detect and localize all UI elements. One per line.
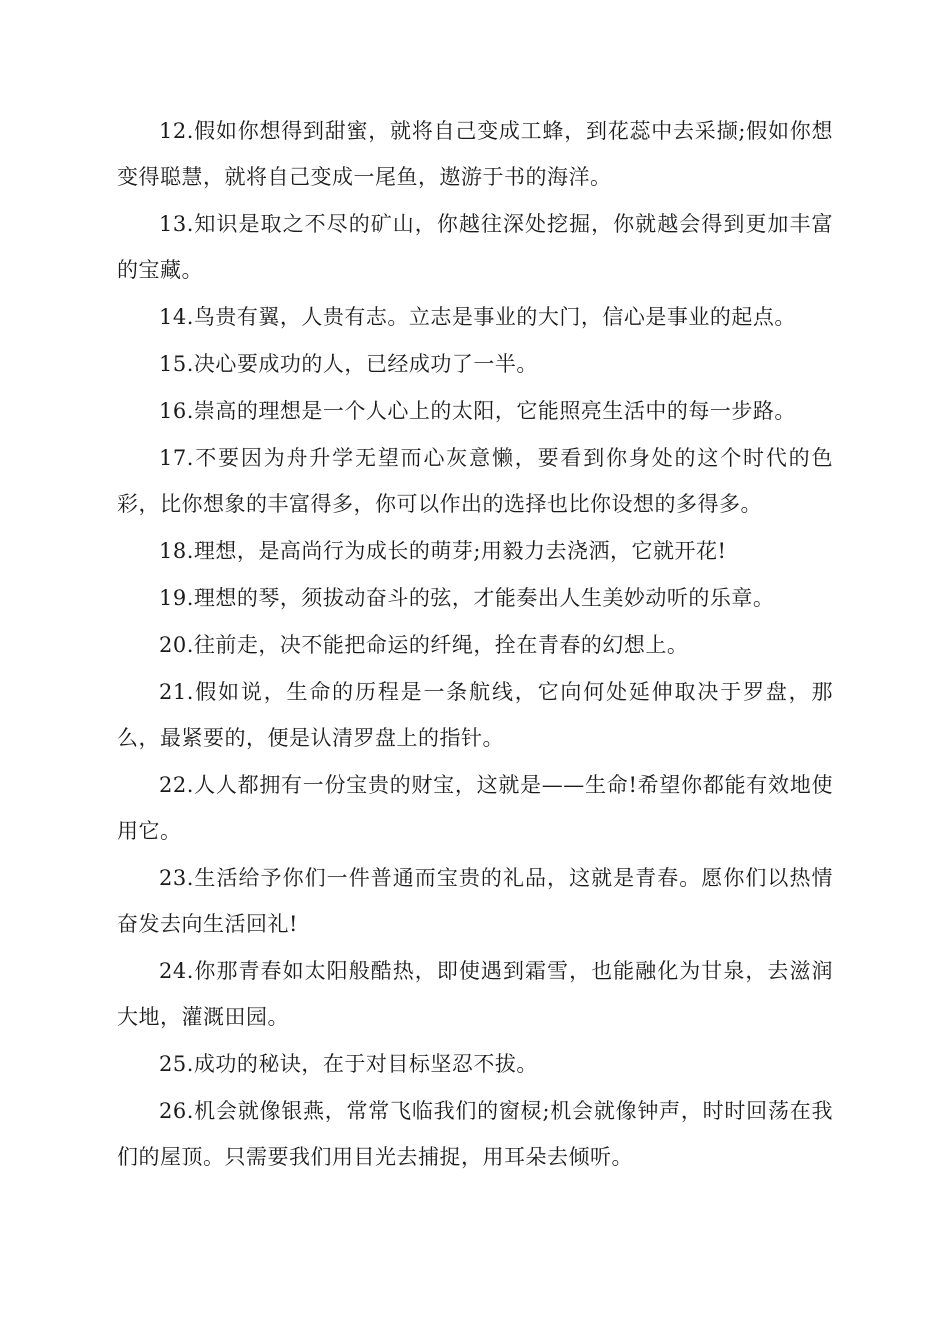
paragraph-15: 15.决心要成功的人，已经成功了一半。 bbox=[159, 352, 538, 376]
paragraph-23: 23.生活给予你们一件普通而宝贵的礼品，这就是青春。愿你们以热情奋发去向生活回礼! bbox=[117, 866, 833, 936]
paragraph-12: 12.假如你想得到甜蜜，就将自己变成工蜂，到花蕊中去采撷;假如你想变得聪慧，就将自己变成一尾鱼，遨游于书的海洋。 bbox=[117, 119, 833, 189]
paragraph-24: 24.你那青春如太阳般酷热，即使遇到霜雪，也能融化为甘泉，去滋润大地，灌溉田园。 bbox=[117, 959, 833, 1029]
paragraph-17: 17.不要因为舟升学无望而心灰意懒，要看到你身处的这个时代的色彩，比你想象的丰富得多，你可以作出的选择也比你设想的多得多。 bbox=[117, 446, 833, 516]
paragraph-18: 18.理想，是高尚行为成长的萌芽;用毅力去浇洒，它就开花! bbox=[159, 539, 727, 563]
paragraph-26: 26.机会就像银燕，常常飞临我们的窗棂;机会就像钟声，时时回荡在我们的屋顶。只需要我们用目光去捕捉，用耳朵去倾听。 bbox=[117, 1099, 833, 1169]
paragraph-21: 21.假如说，生命的历程是一条航线，它向何处延伸取决于罗盘，那么，最紧要的，便是认清罗盘上的指针。 bbox=[117, 680, 833, 750]
paragraph-22: 22.人人都拥有一份宝贵的财宝，这就是——生命!希望你都能有效地使用它。 bbox=[117, 773, 833, 843]
paragraph-20: 20.往前走，决不能把命运的纤绳，拴在青春的幻想上。 bbox=[159, 633, 689, 657]
paragraph-25: 25.成功的秘诀，在于对目标坚忍不拔。 bbox=[159, 1052, 538, 1076]
paragraph-19: 19.理想的琴，须拔动奋斗的弦，才能奏出人生美妙动听的乐章。 bbox=[159, 586, 775, 610]
paragraph-16: 16.崇高的理想是一个人心上的太阳，它能照亮生活中的每一步路。 bbox=[159, 399, 796, 423]
document-body bbox=[117, 108, 833, 1180]
paragraph-13: 13.知识是取之不尽的矿山，你越往深处挖掘，你就越会得到更加丰富的宝藏。 bbox=[117, 212, 833, 282]
paragraph-14: 14.鸟贵有翼，人贵有志。立志是事业的大门，信心是事业的起点。 bbox=[159, 305, 796, 329]
